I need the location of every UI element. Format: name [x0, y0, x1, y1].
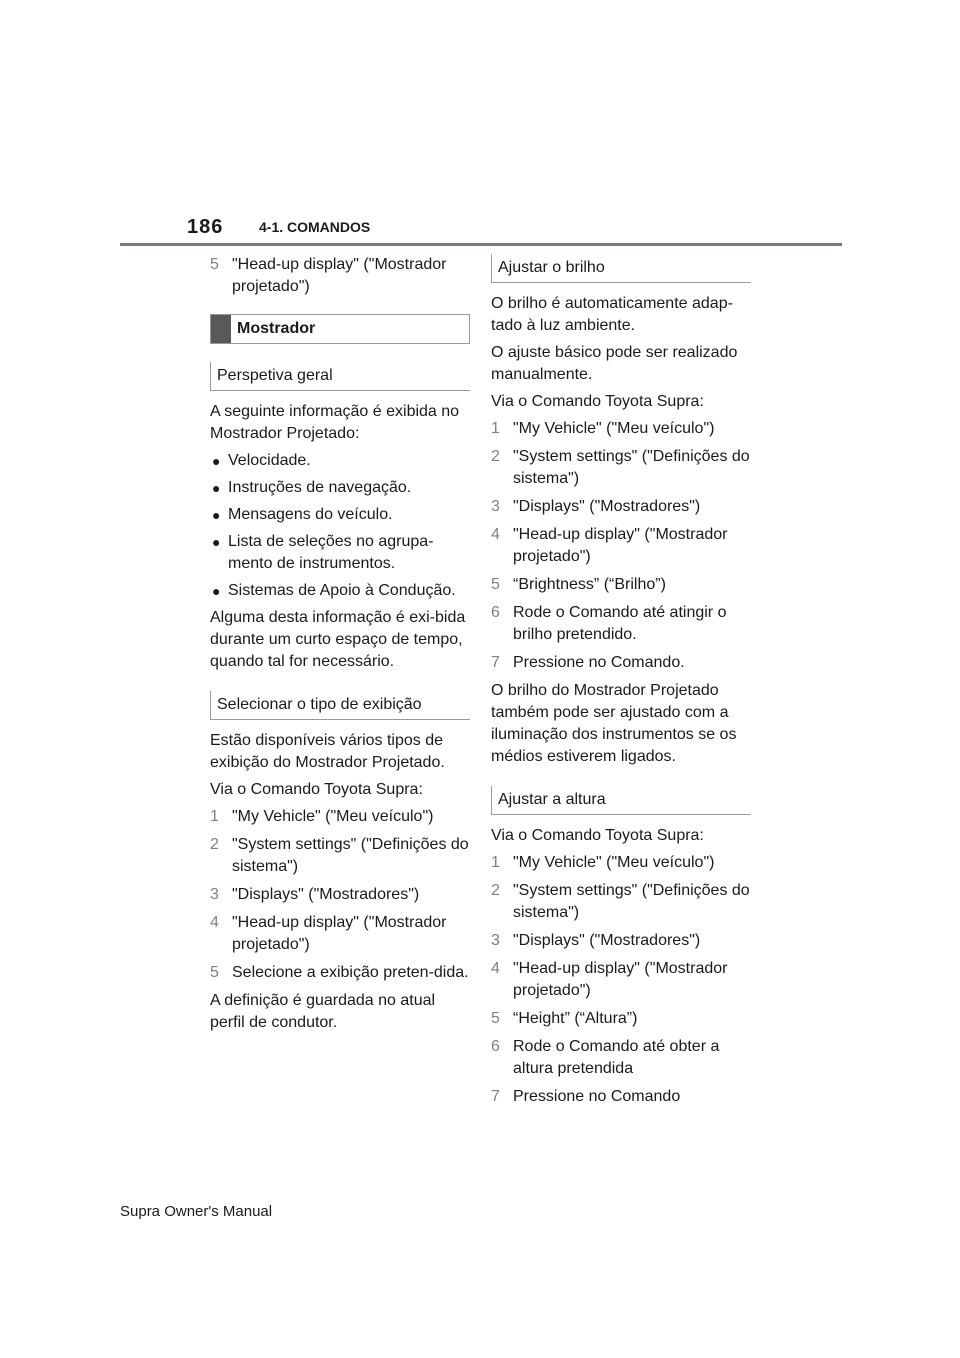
subsection-heading-brightness [491, 254, 751, 283]
bullet-icon: ● [212, 480, 221, 496]
bullet-text: Instruções de navegação. [228, 479, 412, 496]
list-item [210, 806, 470, 828]
bullet-text: Lista de seleções no agrupa-mento de instrumentos. [228, 533, 434, 572]
list-item [491, 446, 751, 490]
list-item [491, 1008, 751, 1030]
step-text: "My Vehicle" ("Meu veículo") [513, 854, 715, 871]
step-text: "Displays" ("Mostradores") [513, 932, 701, 949]
step-number: 3 [491, 932, 500, 949]
step-number: 1 [491, 854, 500, 871]
list-item [210, 504, 470, 526]
list-item [210, 477, 470, 499]
step-text: Pressione no Comando. [513, 654, 685, 671]
list-item [491, 880, 751, 924]
step-number: 2 [491, 448, 500, 465]
step-text: "Head-up display" ("Mostrador projetado") [513, 526, 728, 565]
step-number: 2 [491, 882, 500, 899]
subsection-heading-label: Ajustar o brilho [498, 259, 605, 276]
step-text: “Brightness” (“Brilho”) [513, 576, 666, 593]
list-item [210, 254, 470, 298]
step-number: 7 [491, 654, 500, 671]
step-number: 5 [491, 576, 500, 593]
step-text: "Displays" ("Mostradores") [232, 886, 420, 903]
footer-text: Supra Owner's Manual [120, 1203, 273, 1220]
list-item [210, 912, 470, 956]
step-number: 4 [491, 960, 500, 977]
step-number: 3 [491, 498, 500, 515]
subsection-heading-display-type [210, 691, 470, 720]
bullet-text: Mensagens do veículo. [228, 506, 393, 523]
step-text: "My Vehicle" ("Meu veículo") [513, 420, 715, 437]
step-text: Pressione no Comando [513, 1088, 681, 1105]
subsection-heading-overview [210, 362, 470, 391]
list-item [210, 962, 470, 984]
step-text: "System settings" ("Definições do sistema") [232, 836, 469, 875]
step-text: "Head-up display" ("Mostrador projetado") [513, 960, 728, 999]
paragraph: Estão disponíveis vários tipos de exibição do Mostrador Projetado. [210, 732, 445, 771]
chapter-title: 4-1. COMANDOS [259, 219, 371, 235]
right-column [491, 254, 751, 1114]
bullet-text: Velocidade. [228, 452, 311, 469]
bullet-icon: ● [212, 583, 221, 599]
paragraph: Alguma desta informação é exi-bida durante um curto espaço de tempo, quando tal for necessário. [210, 609, 466, 670]
paragraph: A definição é guardada no atual perfil de condutor. [210, 992, 436, 1031]
step-number: 5 [210, 256, 219, 273]
section-heading-label: Mostrador [237, 320, 316, 337]
bullet-icon: ● [212, 507, 221, 523]
list-item [491, 524, 751, 568]
step-text: Rode o Comando até atingir o brilho pretendido. [513, 604, 727, 643]
page-header [0, 0, 960, 250]
paragraph: Via o Comando Toyota Supra: [491, 827, 704, 844]
step-number: 2 [210, 836, 219, 853]
bullet-text: Sistemas de Apoio à Condução. [228, 582, 456, 599]
list-item [491, 852, 751, 874]
bullet-icon: ● [212, 534, 221, 550]
list-item [491, 496, 751, 518]
paragraph: A seguinte informação é exibida no Mostrador Projetado: [210, 403, 460, 442]
step-number: 5 [210, 964, 219, 981]
list-item [210, 580, 470, 602]
list-item [491, 958, 751, 1002]
step-number: 4 [491, 526, 500, 543]
bullet-icon: ● [212, 453, 221, 469]
step-text: "Displays" ("Mostradores") [513, 498, 701, 515]
header-rule [120, 243, 842, 246]
paragraph: O ajuste básico pode ser realizado manualmente. [491, 344, 738, 383]
paragraph: O brilho é automaticamente adap-tado à luz ambiente. [491, 295, 733, 334]
subsection-heading-height [491, 786, 751, 815]
step-text: "System settings" ("Definições do sistema") [513, 882, 750, 921]
page-number: 186 [187, 216, 224, 238]
list-item [491, 418, 751, 440]
subsection-heading-label: Ajustar a altura [498, 791, 606, 808]
step-text: Rode o Comando até obter a altura pretendida [513, 1038, 720, 1077]
list-item [491, 574, 751, 596]
step-text: "My Vehicle" ("Meu veículo") [232, 808, 434, 825]
list-item [491, 652, 751, 674]
list-item [491, 930, 751, 952]
step-text: "Head-up display" ("Mostrador projetado") [232, 256, 447, 295]
step-number: 7 [491, 1088, 500, 1105]
step-text: Selecione a exibição preten-dida. [232, 964, 469, 981]
subsection-heading-label: Perspetiva geral [217, 367, 333, 384]
list-item [210, 834, 470, 878]
step-number: 1 [210, 808, 219, 825]
step-text: “Height” (“Altura”) [513, 1010, 638, 1027]
list-item [210, 884, 470, 906]
step-text: "System settings" ("Definições do sistema") [513, 448, 750, 487]
paragraph: Via o Comando Toyota Supra: [491, 393, 704, 410]
section-heading-bar [211, 315, 231, 343]
step-number: 5 [491, 1010, 500, 1027]
section-heading-mostrador [210, 314, 470, 344]
step-number: 3 [210, 886, 219, 903]
list-item [210, 531, 470, 575]
step-text: "Head-up display" ("Mostrador projetado") [232, 914, 447, 953]
paragraph: O brilho do Mostrador Projetado também pode ser ajustado com a iluminação dos instrumentos se os médios estiverem ligados. [491, 682, 737, 765]
list-item [491, 1036, 751, 1080]
step-number: 6 [491, 1038, 500, 1055]
left-column [210, 254, 470, 1039]
subsection-heading-label: Selecionar o tipo de exibição [217, 696, 422, 713]
list-item [491, 1086, 751, 1108]
step-number: 1 [491, 420, 500, 437]
step-number: 4 [210, 914, 219, 931]
list-item [491, 602, 751, 646]
step-number: 6 [491, 604, 500, 621]
paragraph: Via o Comando Toyota Supra: [210, 781, 423, 798]
list-item [210, 450, 470, 472]
